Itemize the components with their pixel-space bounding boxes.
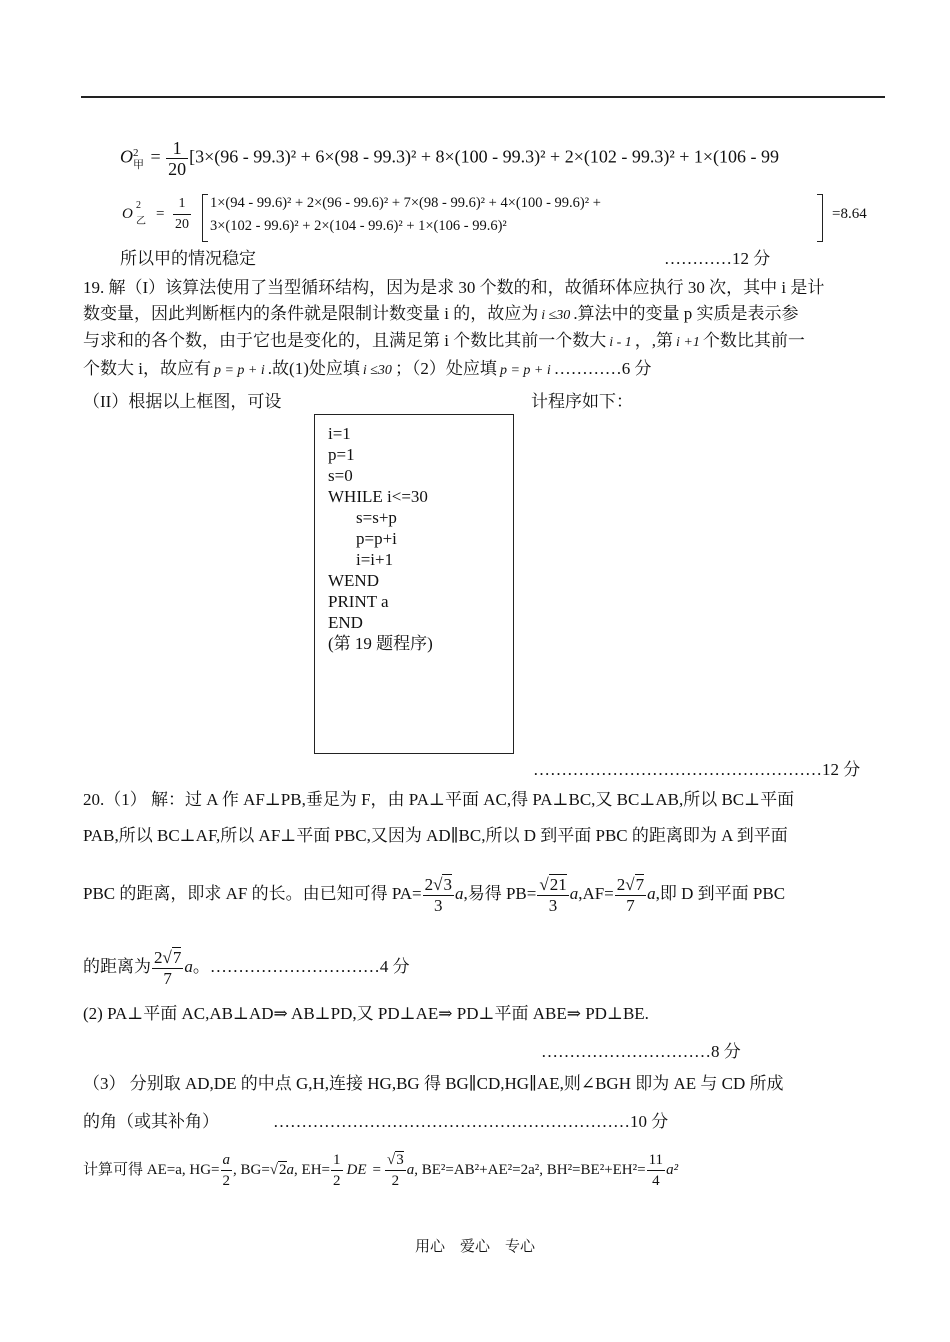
pb-den: 3: [548, 895, 558, 915]
formula-jia-sup: 2: [133, 146, 139, 159]
pa-num-coef: 2: [424, 874, 434, 894]
q19-line4-math2: i ≤30: [362, 363, 392, 378]
formula-yi-line2: 3×(102 - 99.6)² + 2×(104 - 99.6)² + 1×(106 - 99.6)²: [210, 218, 507, 234]
eh-den: 2: [333, 1173, 341, 1190]
formula-jia-frac-num: 1: [166, 138, 188, 159]
pb-var: a: [569, 884, 579, 903]
eh-value-den: 2: [391, 1173, 400, 1190]
formula-jia-eq: =: [150, 146, 161, 167]
eh-fraction: [331, 1150, 343, 1191]
calc-text-a: 计算可得 AE=a, HG=: [83, 1162, 220, 1178]
q20-line3-text-c: ,AF=: [578, 884, 614, 903]
formula-jia-frac: [166, 138, 188, 179]
q19-line4-text-c: ；（2）处应填: [394, 359, 497, 378]
q20-line1: 20.（1） 解：过 A 作 AF⊥PB,垂足为 F，由 PA⊥平面 AC,得 PA⊥BC,又 BC⊥AB,所以 BC⊥平面: [83, 790, 795, 809]
formula-jia: [120, 138, 779, 179]
hg-fraction: [221, 1150, 233, 1191]
distance-num-rad: 7: [172, 947, 182, 967]
eh-value-var: a: [406, 1162, 415, 1178]
calc-text-d: , BE²=AB²+AE²=2a², BH²=BE²+EH²=: [414, 1162, 646, 1178]
program-line-4: WHILE i<=30: [328, 487, 428, 506]
q20-calc-line: 计算可得 AE=a, HG= $\frac{a}{2}$ , BG=√2a, EH= $\frac{1}{2}$ DE = $\frac{√3}{2}$ a, BE²=AB²+AE²=2a², BH²=BE²+EH²= $\frac{11}{4}$ a²: [83, 1152, 679, 1190]
q19-line4-text-b: .故(1)处应填: [267, 359, 360, 378]
af-var: a: [647, 884, 656, 903]
q20-line4-text-a: 的距离为: [83, 957, 151, 976]
formula-jia-frac-den: 20: [168, 159, 187, 179]
q19-line5-b: 计程序如下：: [531, 392, 633, 411]
formula-jia-sub: 甲: [133, 158, 144, 171]
formula-yi-result: =8.64: [832, 206, 867, 222]
q19-score: ……………………………………………12 分: [533, 760, 861, 779]
pa-den: 3: [434, 895, 443, 915]
bh-num: 11: [647, 1150, 665, 1171]
distance-fraction: $\frac{2√7}{7}$: [154, 947, 182, 988]
q19-line2-text-b: .算法中的变量 p 实质是表示参: [573, 304, 799, 323]
bg-var: a: [286, 1162, 295, 1178]
program-line-6: p=p+i: [356, 529, 397, 548]
q19-line5-a: （II）根据以上框图，可设: [83, 392, 282, 411]
q20-line3-text-a: PBC 的距离，即求 AF 的长。由已知可得 PA=: [83, 884, 422, 903]
bh-den: 4: [652, 1173, 660, 1190]
q18-score: …………12 分: [664, 249, 771, 268]
pa-fraction: $\frac{2√3}{3}$: [424, 874, 452, 915]
hg-num: a: [221, 1150, 233, 1171]
pa-var: a: [454, 884, 464, 903]
program-line-7: i=i+1: [356, 550, 394, 569]
q19-line1: 19. 解（I）该算法使用了当型循环结构，因为是求 30 个数的和，故循环体应执行 30 次，其中 i 是计: [83, 278, 825, 297]
q19-line3-math1: i - 1: [609, 335, 632, 350]
formula-jia-symbol: O: [120, 146, 133, 167]
af-den: 7: [626, 895, 635, 915]
header-rule: [81, 96, 885, 98]
distance-var: a: [184, 957, 193, 976]
eh-value-fraction: $\frac{√3}{2}$: [386, 1152, 404, 1190]
page-footer: 用心 爱心 专心: [414, 1239, 535, 1255]
eh-value-rad: 3: [396, 1152, 404, 1169]
pb-fraction: $\frac{√21}{3}$: [539, 874, 567, 915]
q20-line3: [83, 872, 785, 916]
distance-den: 7: [163, 968, 172, 988]
q19-line3-math2: i +1: [676, 335, 700, 350]
calc-text-b: , BG=: [233, 1162, 270, 1178]
bg-rad: 2: [279, 1162, 287, 1178]
formula-yi-left-bracket: [202, 194, 208, 242]
program-line-8: WEND: [328, 571, 379, 590]
q20-part2: (2) PA⊥平面 AC,AB⊥AD⇒ AB⊥PD,又 PD⊥AE⇒ PD⊥平面 ABE⇒ PD⊥BE.: [83, 1004, 649, 1023]
q19-line3-text-b: ，,第: [634, 331, 674, 350]
formula-yi-frac-num: 1: [173, 194, 191, 215]
program-line-5: s=s+p: [356, 508, 397, 527]
q19-line3: [83, 330, 805, 354]
hg-den: 2: [222, 1173, 230, 1190]
program-line-9: PRINT a: [328, 592, 389, 611]
q19-line4-text-a: 个数大 i，故应有: [83, 359, 211, 378]
eh-de: DE: [346, 1162, 367, 1178]
q19-line2: [83, 303, 799, 327]
q20-part3-line2-b: ………………………………………………………10 分: [273, 1112, 669, 1131]
program-caption: (第 19 题程序): [328, 634, 433, 653]
formula-yi-right-bracket: [817, 194, 823, 242]
formula-yi-eq: =: [156, 206, 165, 222]
q20-line2: PAB,所以 BC⊥AF,所以 AF⊥平面 PBC,又因为 AD∥BC,所以 D 到平面 PBC 的距离即为 A 到平面: [83, 826, 788, 845]
q20-line3-text-d: ,即 D 到平面 PBC: [655, 884, 786, 903]
q19-line4-score: …………6 分: [553, 359, 652, 378]
af-num-coef: 2: [616, 874, 626, 894]
program-line-2: p=1: [328, 445, 355, 464]
q19-line4-math1: p = p + i: [213, 363, 265, 378]
q19-line4: [83, 358, 651, 382]
q20-part2-score: …………………………8 分: [541, 1042, 741, 1061]
formula-yi-symbol: O: [122, 206, 133, 222]
q18-conclusion: 所以甲的情况稳定: [120, 249, 256, 268]
q19-line2-text-a: 数变量，因此判断框内的条件就是限制计数变量 i 的，故应为: [83, 304, 539, 323]
distance-num-coef: 2: [154, 947, 163, 967]
q20-line4: [83, 945, 410, 989]
formula-yi-frac-den: 20: [175, 217, 189, 232]
q20-line4-text-b: 。…………………………4 分: [192, 957, 410, 976]
formula-jia-body: [3×(96 - 99.3)² + 6×(98 - 99.3)² + 8×(100 - 99.3)² + 2×(102 - 99.3)² + 1×(106 - 99: [189, 146, 780, 167]
q20-part3-line2-a: 的角（或其补角）: [83, 1112, 219, 1131]
formula-yi-sub: 乙: [136, 216, 146, 227]
program-line-3: s=0: [328, 466, 353, 485]
q19-line3-text-c: 个数比其前一: [702, 331, 805, 350]
q19-line2-math: i ≤30: [541, 308, 571, 323]
pa-num-rad: 3: [443, 874, 452, 894]
q19-line3-text-a: 与求和的各个数，由于它也是变化的，且满足第 i 个数比其前一个数大: [83, 331, 607, 350]
formula-yi-sup: 2: [136, 200, 141, 211]
q20-line3-text-b: ,易得 PB=: [463, 884, 537, 903]
program-line-10: END: [328, 613, 363, 632]
af-num-rad: 7: [635, 874, 645, 894]
bh-fraction: [647, 1150, 665, 1191]
bh-var: a²: [666, 1162, 679, 1178]
pb-num-rad: 21: [549, 874, 567, 894]
program-line-1: i=1: [328, 424, 351, 443]
calc-text-c: , EH=: [294, 1162, 330, 1178]
af-fraction: $\frac{2√7}{7}$: [616, 874, 645, 915]
formula-yi-line1: 1×(94 - 99.6)² + 2×(96 - 99.6)² + 7×(98 - 99.6)² + 4×(100 - 99.6)² +: [210, 195, 601, 211]
q19-line4-math3: p = p + i: [499, 363, 551, 378]
eh-num: 1: [331, 1150, 343, 1171]
formula-yi-frac: [173, 194, 191, 235]
q20-part3-line1: （3） 分别取 AD,DE 的中点 G,H,连接 HG,BG 得 BG∥CD,HG∥AE,则∠BGH 即为 AE 与 CD 所成: [83, 1074, 784, 1093]
eh-eq: =: [372, 1162, 381, 1178]
